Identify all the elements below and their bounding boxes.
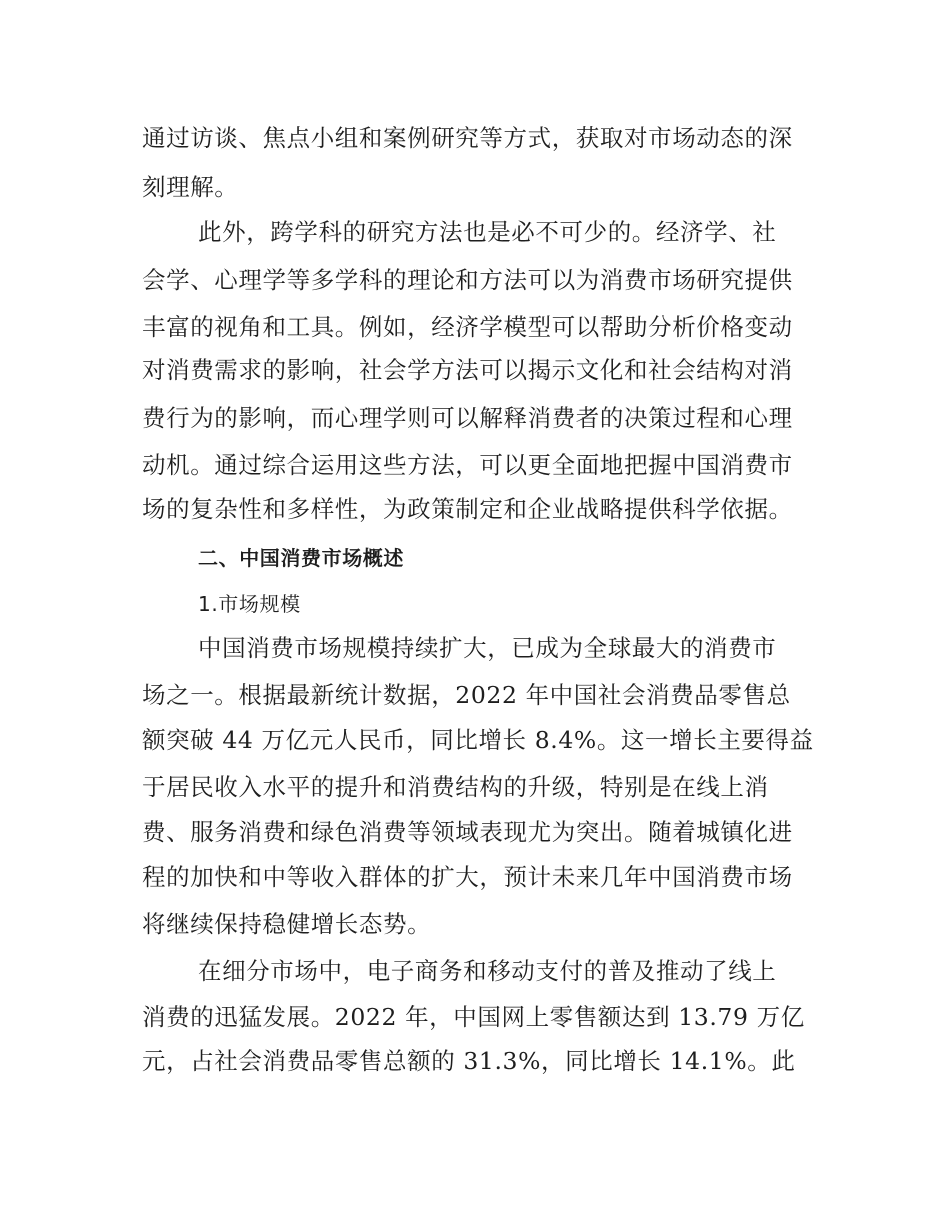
body-text-line: 场之一。根据最新统计数据，2022 年中国社会消费品零售总 <box>142 681 791 709</box>
body-text-line: 于居民收入水平的提升和消费结构的升级，特别是在线上消 <box>142 773 769 801</box>
body-text-line: 场的复杂性和多样性，为政策制定和企业战略提供科学依据。 <box>142 495 793 523</box>
paragraph-first-line: 此外，跨学科的研究方法也是必不可少的。经济学、社 <box>198 218 777 246</box>
section-heading: 二、中国消费市场概述 <box>198 546 404 570</box>
body-text-line: 费、服务消费和绿色消费等领域表现尤为突出。随着城镇化进 <box>142 818 793 846</box>
subsection-heading: 1.市场规模 <box>198 592 301 616</box>
body-text-line: 额突破 44 万亿元人民币，同比增长 8.4%。这一增长主要得益 <box>142 726 814 754</box>
paragraph-first-line: 在细分市场中，电子商务和移动支付的普及推动了线上 <box>198 957 777 985</box>
body-text-line: 程的加快和中等收入群体的扩大，预计未来几年中国消费市场 <box>142 863 793 891</box>
body-text-line: 动机。通过综合运用这些方法，可以更全面地把握中国消费市 <box>142 451 793 479</box>
body-text-line: 对消费需求的影响，社会学方法可以揭示文化和社会结构对消 <box>142 356 793 384</box>
body-text-line: 通过访谈、焦点小组和案例研究等方式，获取对市场动态的深 <box>142 124 793 152</box>
paragraph-first-line: 中国消费市场规模持续扩大，已成为全球最大的消费市 <box>198 634 777 662</box>
body-text-line: 会学、心理学等多学科的理论和方法可以为消费市场研究提供 <box>142 266 793 294</box>
body-text-line: 元，占社会消费品零售总额的 31.3%，同比增长 14.1%。此 <box>142 1047 796 1075</box>
body-text-line: 将继续保持稳健增长态势。 <box>142 910 432 938</box>
body-text-line: 丰富的视角和工具。例如，经济学模型可以帮助分析价格变动 <box>142 313 793 341</box>
body-text-line: 费行为的影响，而心理学则可以解释消费者的决策过程和心理 <box>142 404 793 432</box>
body-text-line: 消费的迅猛发展。2022 年，中国网上零售额达到 13.79 万亿 <box>142 1003 805 1031</box>
body-text-line: 刻理解。 <box>142 173 239 201</box>
